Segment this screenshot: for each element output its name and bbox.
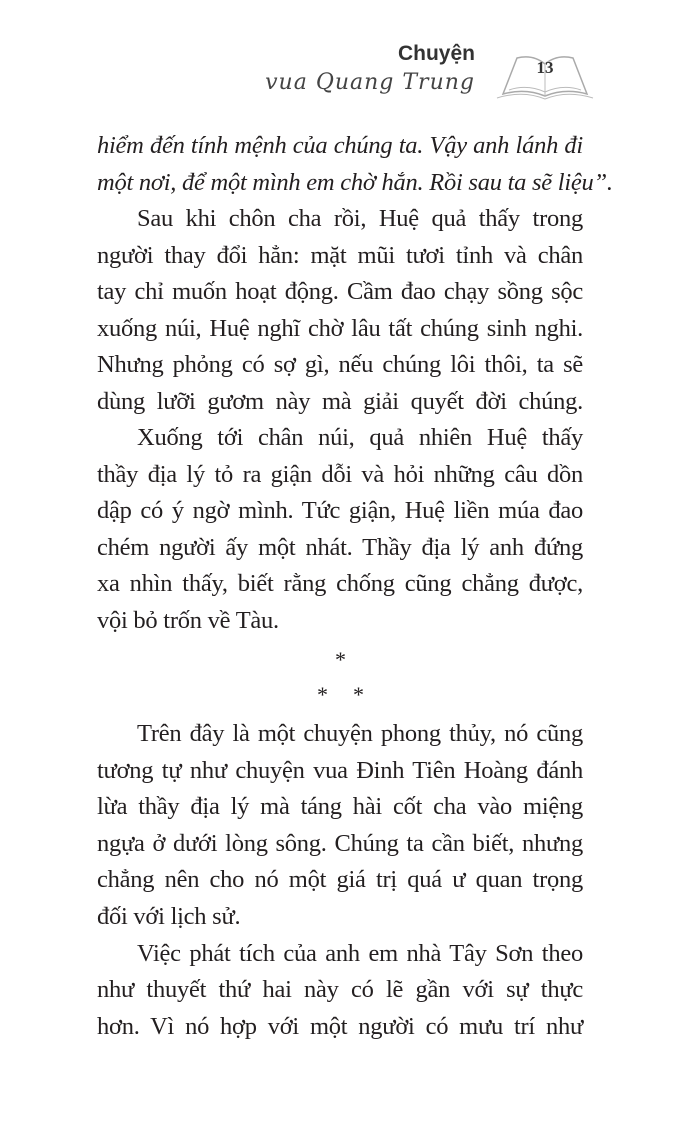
text-line: thầy địa lý tỏ ra giận dỗi và hỏi những câu dồn (97, 460, 583, 488)
running-header-title: Chuyện (397, 42, 475, 65)
text-line: Nhưng phỏng có sợ gì, nếu chúng lôi thôi, ta sẽ (97, 351, 583, 378)
text-line: Trên đây là một chuyện phong thủy, nó cũng (137, 720, 583, 747)
text-line: Sau khi chôn cha rồi, Huệ quả thấy trong (137, 205, 583, 232)
page-number: 13 (536, 58, 554, 77)
text-line: tay chỉ muốn hoạt động. Cầm đao chạy sồng sộc (97, 278, 583, 305)
text-line: chẳng nên cho nó một giá trị quá ư quan trọng (97, 866, 583, 894)
text-line: Việc phát tích của anh em nhà Tây Sơn theo (137, 939, 583, 967)
running-header-subtitle: vua Quang Trung (265, 70, 475, 95)
text-line: dập có ý ngờ mình. Tức giận, Huệ liền múa đao (97, 497, 583, 524)
text-line: xa nhìn thấy, biết rằng chống cũng chẳng được, (97, 570, 583, 597)
separator-star: * (353, 682, 364, 707)
text-line: hơn. Vì nó hợp với một người có mưu trí như (97, 1012, 583, 1040)
text-line: Xuống tới chân núi, quả nhiên Huệ thấy (137, 424, 583, 451)
text-line: chém người ấy một nhát. Thầy địa lý anh đứng (97, 533, 583, 561)
separator-star: * (317, 682, 328, 707)
text-line: người thay đổi hẳn: mặt mũi tươi tỉnh và chân (97, 241, 583, 269)
separator-star: * (335, 647, 346, 672)
text-line: dùng lưỡi gươm này mà giải quyết đời chúng. (97, 387, 583, 415)
text-line: vội bỏ trốn về Tàu. (97, 606, 279, 634)
text-line: một nơi, để một mình em chờ hắn. Rồi sau ta sẽ liệu”. (97, 168, 613, 196)
text-line: lừa thầy địa lý mà táng hài cốt cha vào miệng (97, 793, 583, 821)
text-line: xuống núi, Huệ nghĩ chờ lâu tất chúng sinh nghi. (97, 314, 583, 342)
text-line: hiểm đến tính mệnh của chúng ta. Vậy anh lánh đi (97, 132, 583, 159)
text-line: ngựa ở dưới lòng sông. Chúng ta cần biết, nhưng (97, 829, 583, 857)
text-line: đối với lịch sử. (97, 903, 241, 930)
text-line: tương tự như chuyện vua Đinh Tiên Hoàng đánh (97, 756, 583, 784)
text-line: như thuyết thứ hai này có lẽ gần với sự thực (97, 976, 583, 1004)
